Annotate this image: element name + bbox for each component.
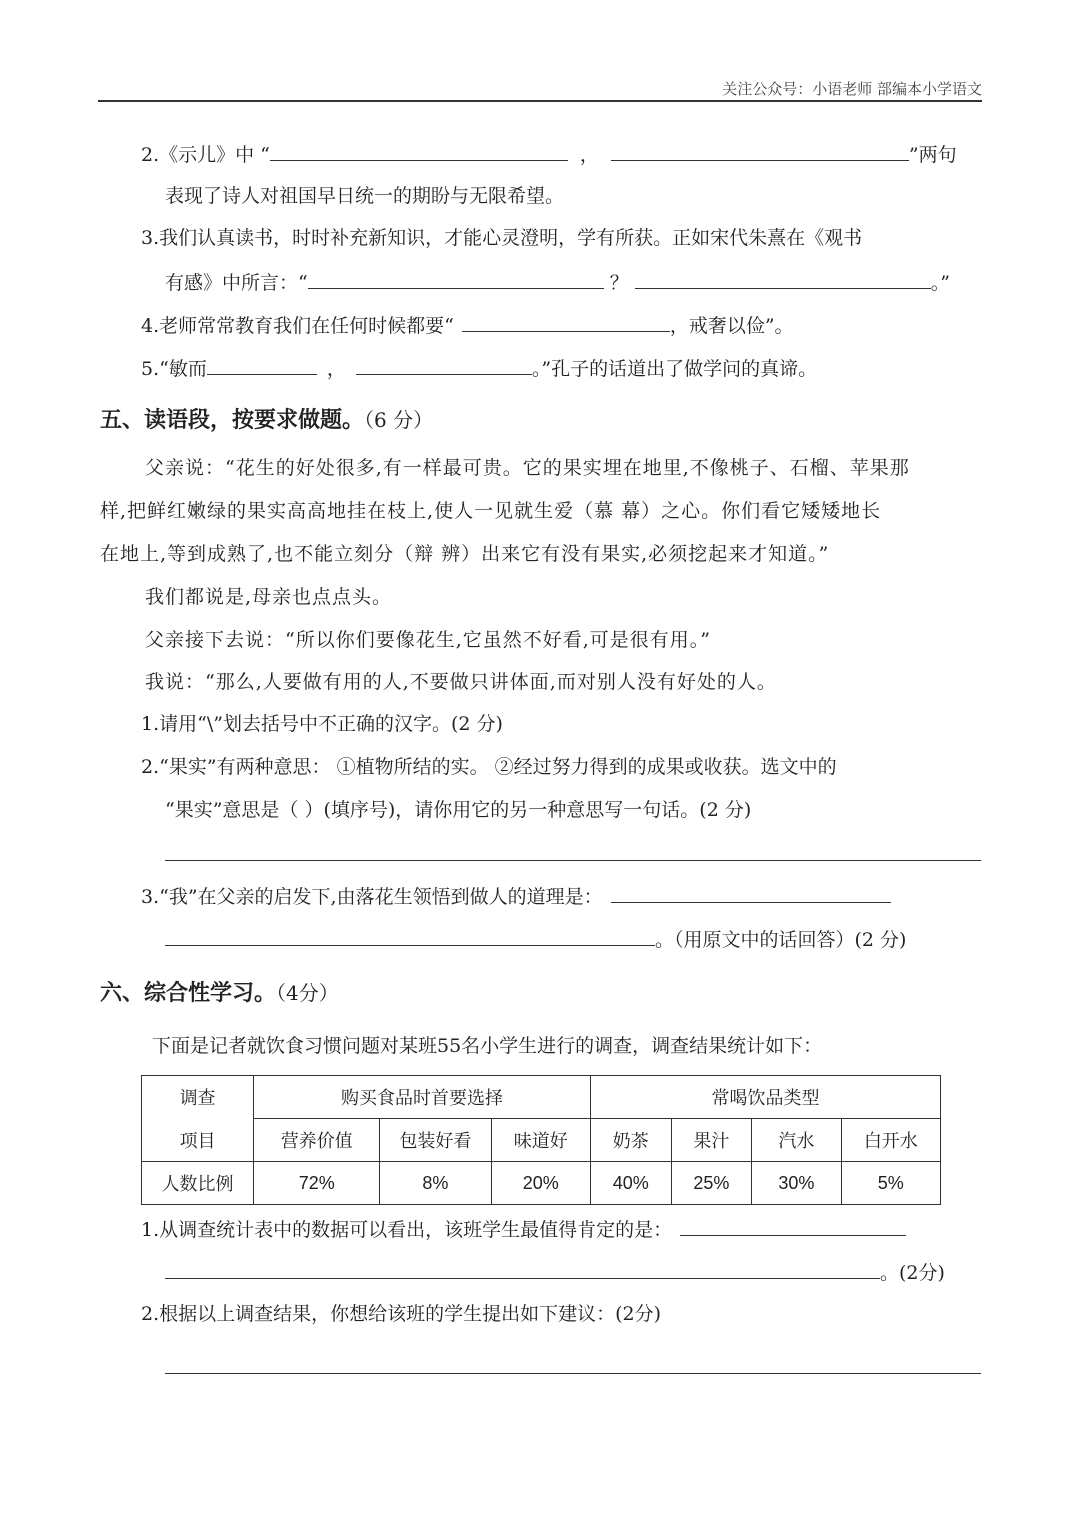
page-header: 关注公众号：小语老师 部编本小学语文 [722,80,982,98]
p4-q4-suffix: ，戒奢以俭”。 [669,315,794,337]
p5-q2-line2: “果实”意思是（ ）(填序号)，请你用它的另一种意思写一句话。(2 分) [165,799,752,821]
p5-q3-line2 [165,925,906,953]
passage-line: 父亲说：“花生的好处很多,有一样最可贵。它的果实埋在地里,不像桃子、石榴、苹果那 [145,457,910,479]
p4-q5-blank-2[interactable] [356,354,532,375]
p4-q2-line2: 表现了诗人对祖国早日统一的期盼与无限希望。 [165,185,565,207]
p6-intro: 下面是记者就饮食习惯问题对某班55名小学生进行的调查，调查结果统计如下： [152,1035,823,1057]
column-header: 果汁 [671,1119,752,1162]
p5-q3-line1 [141,882,891,910]
column-header: 营养价值 [254,1119,380,1162]
p4-q3-blank-2[interactable] [635,268,931,289]
p5-q3-suffix: 。（用原文中的话回答）(2 分) [655,929,907,951]
p6-q2-answer-line[interactable] [165,1373,981,1374]
part6-title-text: 六、综合性学习。 [100,981,277,1006]
p4-q3-prefix: 有感》中所言：“ [165,272,308,294]
column-header: 汽水 [752,1119,842,1162]
p6-q1-text: 1.从调查统计表中的数据可以看出，该班学生最值得肯定的是： [141,1219,673,1241]
table-cell: 5% [841,1162,940,1205]
p6-q1-line2 [165,1258,945,1286]
survey-table [141,1075,941,1205]
column-header: 白开水 [841,1119,940,1162]
p5-q1: 1.请用“\”划去括号中不正确的汉字。(2 分) [141,713,503,735]
column-header: 包装好看 [380,1119,491,1162]
passage-line: 在地上,等到成熟了,也不能立刻分（辩 辨）出来它有没有果实,必须挖起来才知道。” [100,543,830,565]
passage-line: 父亲接下去说：“所以你们要像花生,它虽然不好看,可是很有用。” [145,629,712,651]
p6-q1-blank-2[interactable] [165,1258,880,1279]
passage-line: 我说：“那么,人要做有用的人,不要做只讲体面,而对别人没有好处的人。 [145,671,777,693]
passage-line: 样,把鲜红嫩绿的果实高高地挂在枝上,使人一见就生爱（慕 幕）之心。你们看它矮矮地长 [100,500,882,522]
p6-q1-suffix: 。(2分) [880,1262,945,1284]
p4-q2-blank-1[interactable] [270,140,568,161]
p4-q5-prefix: 5.“敏而 [141,358,207,380]
p5-q2-answer-line[interactable] [165,860,981,861]
p4-q3-line2 [165,268,950,296]
p4-q3-line1: 3.我们认真读书，时时补充新知识，才能心灵澄明，学有所获。正如宋代朱熹在《观书 [141,227,863,249]
p4-q3-suffix: 。” [930,272,950,294]
header-rule [98,100,982,102]
table-cell: 20% [491,1162,590,1205]
group-header-food: 购买食品时首要选择 [254,1076,591,1119]
part5-title-text: 五、读语段，按要求做题。 [100,408,365,433]
table-cell: 40% [590,1162,671,1205]
table-cell: 72% [254,1162,380,1205]
group-header-drink: 常喝饮品类型 [590,1076,940,1119]
p4-q2-prefix: 2.《示儿》中 “ [141,144,270,166]
p4-q2-mid: ， [579,144,599,166]
p4-q4-blank[interactable] [462,311,670,332]
part5-score: （6 分） [364,408,434,432]
table-cell: 30% [752,1162,842,1205]
part6-title [100,976,339,1007]
part5-title [100,403,433,434]
column-header: 味道好 [491,1119,590,1162]
column-header: 奶茶 [590,1119,671,1162]
passage-line: 我们都说是,母亲也点点头。 [145,586,393,608]
p4-q3-blank-1[interactable] [308,268,604,289]
part6-score: （4分） [276,981,339,1005]
p4-q4 [141,311,794,339]
p6-q2: 2.根据以上调查结果，你想给该班的学生提出如下建议：(2分) [141,1303,662,1325]
table-cell: 25% [671,1162,752,1205]
p4-q5-mid: ， [326,358,346,380]
row-header-bottom: 项目 [142,1119,254,1162]
p5-q3-blank-2[interactable] [165,925,655,946]
p5-q3-blank-1[interactable] [611,882,891,903]
p4-q4-prefix: 4.老师常常教育我们在任何时候都要“ [141,315,454,337]
table-cell: 8% [380,1162,491,1205]
row-label: 人数比例 [142,1162,254,1205]
p6-q1-blank-1[interactable] [680,1215,906,1236]
p4-q5-blank-1[interactable] [207,354,317,375]
p6-q1-line1 [141,1215,906,1243]
row-header-top: 调查 [142,1076,254,1119]
p4-q2-blank-2[interactable] [611,140,909,161]
p5-q3-text: 3.“我”在父亲的启发下,由落花生领悟到做人的道理是： [141,886,603,908]
p4-q2-line1 [141,140,957,168]
p4-q5-suffix: 。”孔子的话道出了做学问的真谛。 [531,358,818,380]
p4-q3-mid: ？ [609,272,629,294]
p5-q2-line1: 2.“果实”有两种意思： ①植物所结的实。 ②经过努力得到的成果或收获。选文中的 [141,756,837,778]
p4-q2-suffix: ”两句 [908,144,957,166]
p4-q5 [141,354,817,382]
